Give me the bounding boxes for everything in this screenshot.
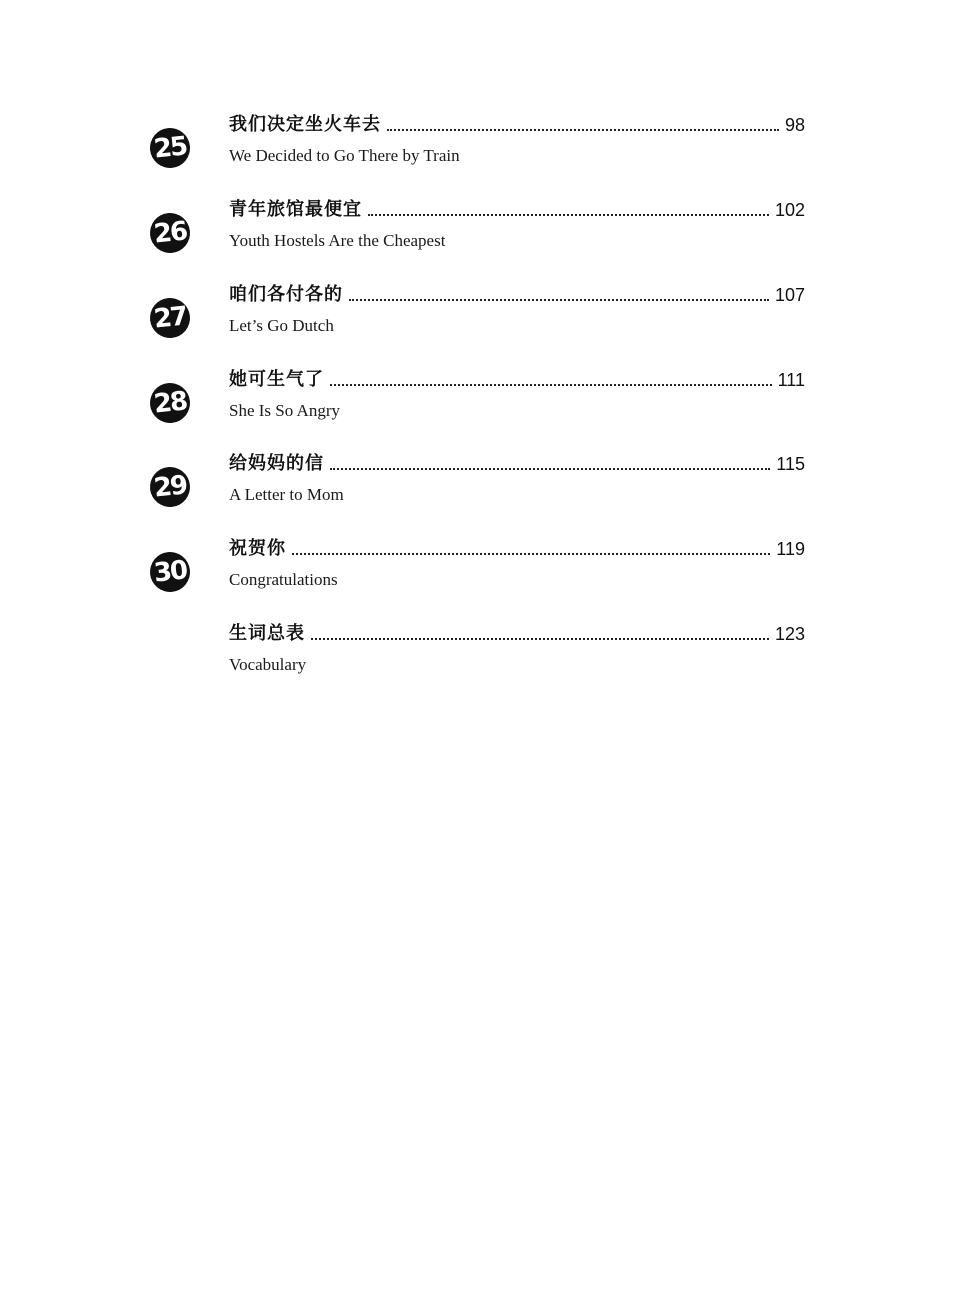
chinese-title: 给妈妈的信 xyxy=(229,453,324,474)
chinese-title: 生词总表 xyxy=(229,623,305,644)
page-number: 123 xyxy=(774,624,805,644)
page-number: 119 xyxy=(776,539,805,559)
toc-title-line xyxy=(229,368,805,392)
toc-entry-vocabulary[interactable] xyxy=(0,623,960,714)
chinese-title: 祝贺你 xyxy=(229,538,286,559)
toc-entry-29[interactable] xyxy=(0,453,960,544)
dot-leader xyxy=(330,383,772,386)
lesson-number-badge: 28 xyxy=(148,381,192,425)
english-title: She Is So Angry xyxy=(229,401,340,420)
toc-entry-27[interactable] xyxy=(0,284,960,375)
chinese-title: 咱们各付各的 xyxy=(229,284,343,305)
english-title: We Decided to Go There by Train xyxy=(229,146,460,165)
dot-leader xyxy=(368,213,769,216)
toc-title-line xyxy=(229,113,805,137)
lesson-number-badge: 25 xyxy=(148,126,192,170)
english-title: Vocabulary xyxy=(229,655,307,674)
english-title: Youth Hostels Are the Cheapest xyxy=(229,231,446,250)
page-number: 102 xyxy=(774,200,805,220)
chinese-title: 青年旅馆最便宜 xyxy=(229,199,362,220)
lesson-number-badge: 30 xyxy=(148,550,192,594)
chinese-title: 她可生气了 xyxy=(229,369,324,390)
toc-title-line xyxy=(229,622,805,646)
toc-title-line xyxy=(229,198,805,222)
lesson-number-badge: 26 xyxy=(148,211,192,255)
dot-leader xyxy=(387,128,779,131)
toc-entry-25[interactable] xyxy=(0,114,960,205)
dot-leader xyxy=(330,467,770,470)
toc-entry-26[interactable] xyxy=(0,199,960,290)
page-number: 98 xyxy=(784,115,805,135)
english-title: Congratulations xyxy=(229,570,338,589)
lesson-number-badge: 29 xyxy=(148,465,192,509)
toc-entry-30[interactable] xyxy=(0,538,960,629)
dot-leader xyxy=(311,637,769,640)
chinese-title: 我们决定坐火车去 xyxy=(229,114,381,135)
english-title: A Letter to Mom xyxy=(229,485,344,504)
toc-title-line xyxy=(229,537,805,561)
english-title: Let’s Go Dutch xyxy=(229,316,334,335)
toc-entry-28[interactable] xyxy=(0,369,960,460)
page-number: 111 xyxy=(777,370,805,390)
lesson-number-badge: 27 xyxy=(148,296,192,340)
dot-leader xyxy=(349,298,769,301)
page-number: 115 xyxy=(776,454,805,474)
page-number: 107 xyxy=(774,285,805,305)
toc-title-line xyxy=(229,452,805,476)
toc-title-line xyxy=(229,283,805,307)
dot-leader xyxy=(292,552,770,555)
